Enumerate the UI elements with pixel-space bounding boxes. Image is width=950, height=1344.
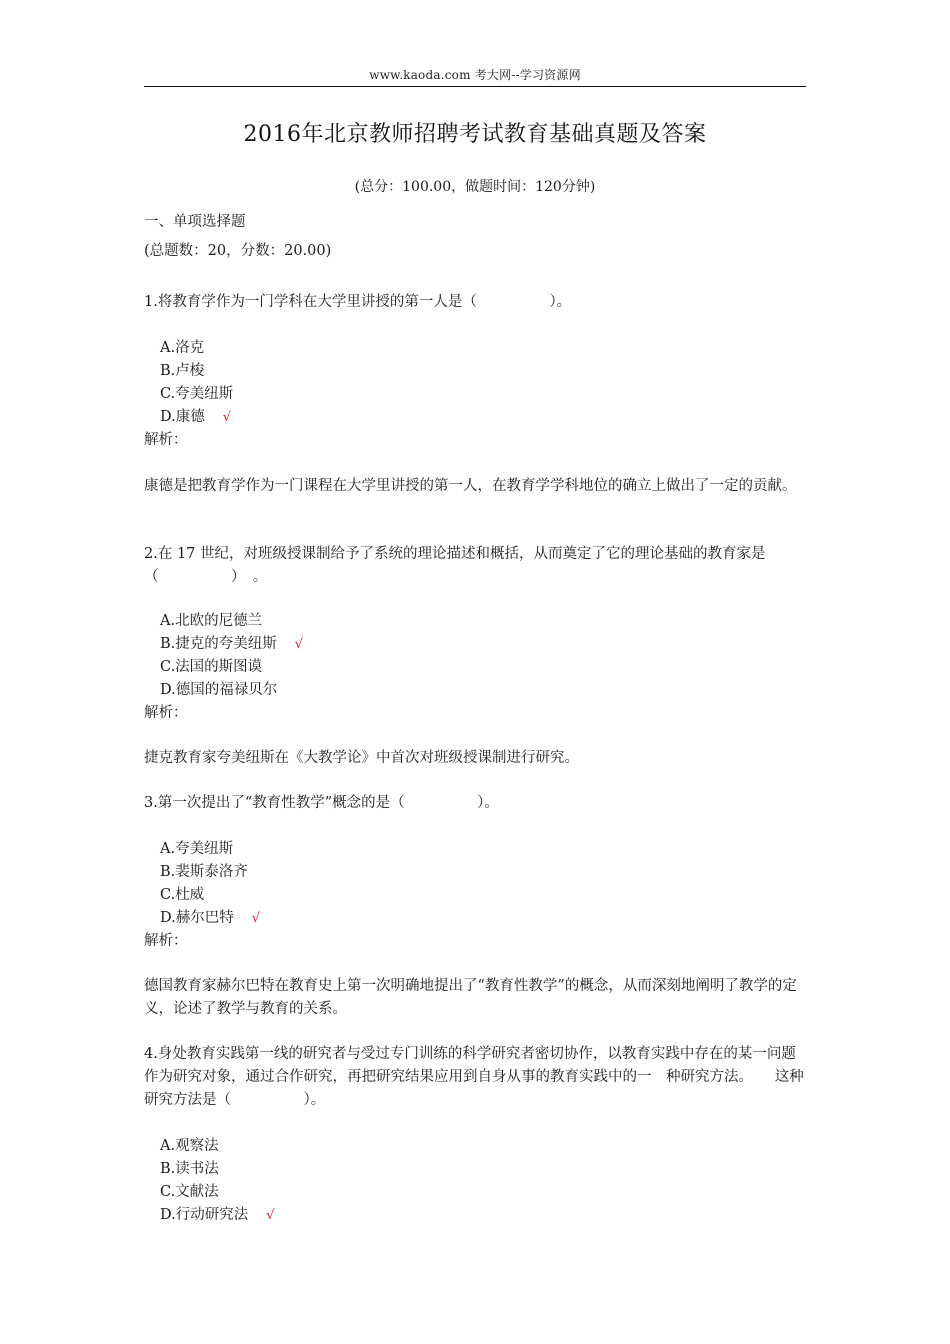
- question-3-explanation: 德国教育家赫尔巴特在教育史上第一次明确地提出了“教育性教学”的概念，从而深刻地阐明了教学的定义，论述了教学与教育的关系。: [144, 978, 797, 1017]
- question-1-explanation: 康德是把教育学作为一门课程在大学里讲授的第一人，在教育学学科地位的确立上做出了一定的贡献。: [144, 478, 797, 494]
- question-1-analysis-label: 解析：: [144, 432, 188, 448]
- correct-check-icon: √: [294, 637, 304, 652]
- question-2-option-b: B.捷克的夸美纽斯 √: [160, 636, 304, 652]
- exam-meta: (总分：100.00，做题时间：120分钟): [354, 179, 596, 195]
- question-2-stem: 2.在 17 世纪，对班级授课制给予了系统的理论描述和概括，从而奠定了它的理论基础的教育家是（ ） 。: [144, 546, 766, 585]
- question-4-option-d: D.行动研究法 √: [160, 1207, 275, 1223]
- question-2-option-c: C.法国的斯图谟: [160, 659, 263, 675]
- question-1-stem: 1.将教育学作为一门学科在大学里讲授的第一人是（ ）。: [144, 294, 572, 310]
- question-4-option-c: C.文献法: [160, 1184, 219, 1200]
- page-header: www.kaoda.com 考大网--学习资源网: [369, 68, 581, 82]
- question-4-option-a: A.观察法: [160, 1138, 219, 1154]
- question-1-option-c: C.夸美纽斯: [160, 386, 234, 402]
- question-4-option-b: B.读书法: [160, 1161, 219, 1177]
- question-3-analysis-label: 解析：: [144, 933, 188, 949]
- question-2-explanation: 捷克教育家夸美纽斯在《大教学论》中首次对班级授课制进行研究。: [144, 750, 579, 766]
- question-1-option-a: A.洛克: [160, 340, 205, 356]
- question-3-option-a: A.夸美纽斯: [160, 841, 234, 857]
- question-2-option-d: D.德国的福禄贝尔: [160, 682, 278, 698]
- correct-check-icon: √: [222, 410, 232, 425]
- header-rule: [144, 86, 806, 87]
- section-heading: 一、单项选择题: [144, 214, 246, 230]
- question-2-option-a: A.北欧的尼德兰: [160, 613, 263, 629]
- document-title: 2016年北京教师招聘考试教育基础真题及答案: [243, 122, 707, 147]
- question-1-option-b: B.卢梭: [160, 363, 205, 379]
- question-3-option-c: C.杜威: [160, 887, 205, 903]
- question-1-option-d: D.康德 √: [160, 409, 232, 425]
- question-3-option-b: B.裴斯泰洛齐: [160, 864, 248, 880]
- section-info: (总题数：20，分数：20.00): [144, 243, 332, 259]
- correct-check-icon: √: [266, 1208, 275, 1223]
- correct-check-icon: √: [251, 911, 261, 926]
- question-3-option-d: D.赫尔巴特 √: [160, 910, 261, 926]
- question-2-analysis-label: 解析：: [144, 705, 188, 721]
- question-4-stem: 4.身处教育实践第一线的研究者与受过专门训练的科学研究者密切协作，以教育实践中存在的某一问题作为研究对象，通过合作研究，再把研究结果应用到自身从事的教育实践中的一 种研究方法。 这种研究方法是（ ）。: [144, 1046, 804, 1108]
- question-3-stem: 3.第一次提出了“教育性教学”概念的是（ ）。: [144, 795, 499, 811]
